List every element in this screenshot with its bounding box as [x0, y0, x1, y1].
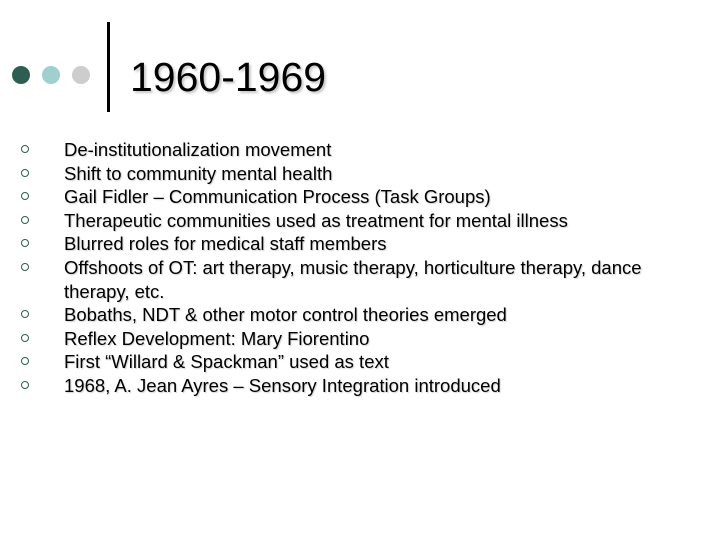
- list-item: [0, 350, 684, 374]
- bullet-text: 1968, A. Jean Ayres – Sensory Integration introduced: [64, 374, 501, 396]
- list-item: [0, 374, 684, 398]
- list-item: [0, 162, 684, 186]
- bullet-text: Bobaths, NDT & other motor control theories emerged: [64, 304, 507, 326]
- bullet-text: First “Willard & Spackman” used as text: [64, 351, 389, 373]
- gray-dot: [72, 66, 90, 84]
- bullet-text: Gail Fidler – Communication Process (Task Groups): [64, 186, 491, 208]
- list-item: [0, 256, 684, 303]
- bullet-text: Shift to community mental health: [64, 162, 333, 184]
- bullet-text: Offshoots of OT: art therapy, music therapy, horticulture therapy, dance therapy, etc.: [64, 256, 642, 302]
- ring-bullet-icon: [21, 263, 29, 271]
- bullet-text: De-institutionalization movement: [64, 139, 332, 160]
- list-item: [0, 232, 684, 256]
- ring-bullet-icon: [21, 239, 29, 247]
- bullet-text: Therapeutic communities used as treatment for mental illness: [64, 209, 568, 231]
- ring-bullet-icon: [21, 357, 29, 365]
- list-item: [0, 138, 684, 162]
- list-item: [0, 209, 684, 233]
- list-item: [0, 185, 684, 209]
- ring-bullet-icon: [21, 381, 29, 389]
- list-item: [0, 303, 684, 327]
- title-decoration-dots: [12, 66, 100, 84]
- ring-bullet-icon: [21, 334, 29, 342]
- list-item: [0, 327, 684, 351]
- bullet-list: [0, 138, 720, 398]
- light-teal-dot: [42, 66, 60, 84]
- title-divider: [107, 22, 110, 112]
- ring-bullet-icon: [21, 169, 29, 177]
- bullet-text: Reflex Development: Mary Fiorentino: [64, 327, 370, 349]
- ring-bullet-icon: [21, 192, 29, 200]
- bullet-text: Blurred roles for medical staff members: [64, 233, 387, 255]
- dark-teal-dot: [12, 66, 30, 84]
- slide-title: 1960-1969: [130, 54, 327, 100]
- ring-bullet-icon: [21, 145, 29, 153]
- ring-bullet-icon: [21, 216, 29, 224]
- ring-bullet-icon: [21, 310, 29, 318]
